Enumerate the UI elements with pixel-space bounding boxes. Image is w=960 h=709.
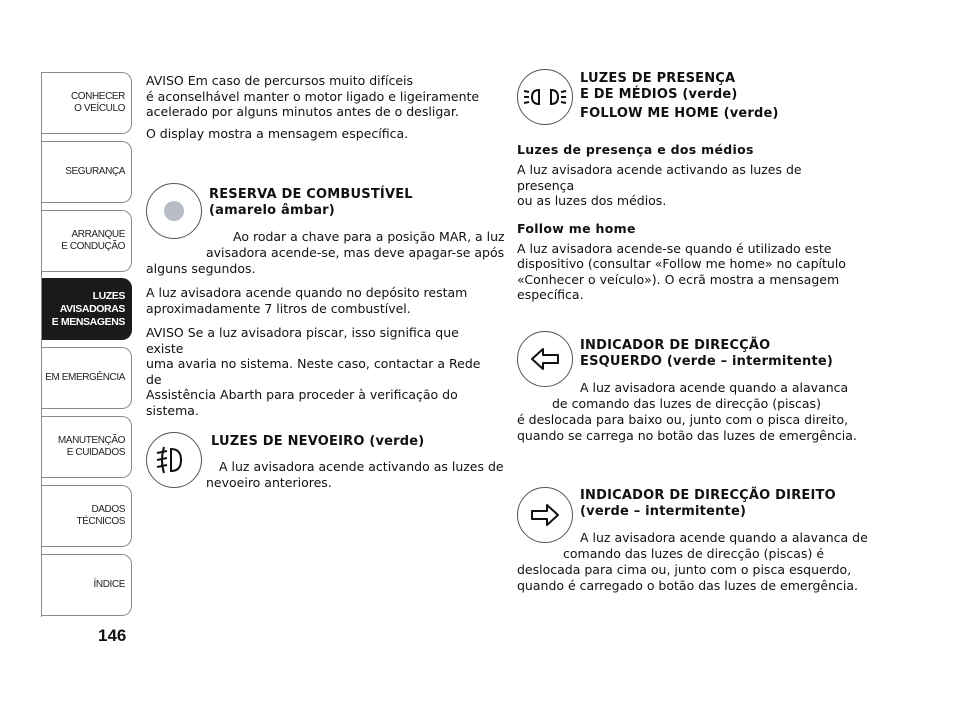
sidebar-divider bbox=[41, 72, 42, 617]
nevoeiro-title: LUZES DE NEVOEIRO (verde) bbox=[211, 434, 425, 449]
presenca-title: LUZES DE PRESENÇA bbox=[580, 71, 736, 86]
nevoeiro-line: A luz avisadora acende activando as luzes de bbox=[219, 459, 504, 474]
reserva-text: sistema. bbox=[146, 402, 199, 418]
reserva-text: Assistência Abarth para proceder à verificação do bbox=[146, 387, 458, 402]
tab-label: CONHECER O VEÍCULO bbox=[70, 91, 125, 114]
direito-title: (verde – intermitente) bbox=[580, 504, 747, 519]
reserva-subtitle: (amarelo âmbar) bbox=[209, 203, 335, 218]
presenca-title: E DE MÉDIOS (verde) bbox=[580, 87, 738, 102]
tab-indice[interactable] bbox=[42, 554, 132, 616]
tab-label: LUZES AVISADORAS E MENSAGENS bbox=[51, 289, 125, 328]
subheading: Luzes de presença e dos médios bbox=[517, 142, 754, 157]
nevoeiro-line: nevoeiro anteriores. bbox=[206, 475, 332, 490]
tab-label: EM EMERGÊNCIA bbox=[45, 372, 125, 383]
reserva-paragraph-3 bbox=[146, 325, 498, 418]
left-arrow-glyph bbox=[518, 332, 572, 386]
right-arrow-icon bbox=[517, 487, 573, 543]
esquerdo-line: quando se carrega no botão das luzes de emergência. bbox=[517, 428, 857, 443]
reserva-text: uma avaria no sistema. Neste caso, contactar a Rede de bbox=[146, 356, 481, 387]
follow-me-text: A luz avisadora acende-se quando é utilizado este bbox=[517, 240, 832, 256]
esquerdo-line: A luz avisadora acende quando a alavanca bbox=[580, 380, 849, 395]
tab-label: MANUTENÇÃO E CUIDADOS bbox=[57, 435, 125, 458]
follow-me-text: «Conhecer o veículo»). O ecrã mostra a mensagem bbox=[517, 271, 840, 287]
esquerdo-line: de comando das luzes de direcção (piscas) bbox=[552, 396, 821, 411]
presenca-header bbox=[580, 71, 840, 122]
tab-dados-tecnicos[interactable] bbox=[42, 485, 132, 547]
follow-me-text: dispositivo (consultar «Follow me home» no capítulo bbox=[517, 256, 846, 271]
tab-arranque-e-conducao[interactable] bbox=[42, 210, 132, 272]
follow-me-text: específica. bbox=[517, 287, 584, 302]
tab-label: SEGURANÇA bbox=[65, 166, 125, 177]
esquerdo-title: ESQUERDO (verde – intermitente) bbox=[580, 354, 834, 369]
tab-label: ÍNDICE bbox=[93, 579, 125, 590]
presenca-text: A luz avisadora acende activando as luzes de presença bbox=[517, 162, 802, 193]
tab-manutencao[interactable] bbox=[42, 416, 132, 478]
tab-label: ARRANQUE E CONDUÇÃO bbox=[61, 229, 125, 252]
fog-light-glyph bbox=[147, 433, 201, 487]
direito-line: comando das luzes de direcção (piscas) é bbox=[563, 546, 825, 561]
reserva-line: avisadora acende-se, mas deve apagar-se após bbox=[206, 245, 505, 260]
direito-line: deslocada para cima ou, junto com o pisca esquerdo, bbox=[517, 562, 852, 577]
esquerdo-line: é deslocada para baixo ou, junto com o pisca direito, bbox=[517, 412, 849, 427]
presenca-body bbox=[517, 142, 857, 303]
reserva-text: aproximadamente 7 litros de combustível. bbox=[146, 300, 411, 316]
tab-label: DADOS TÉCNICOS bbox=[76, 504, 125, 527]
left-arrow-icon bbox=[517, 331, 573, 387]
esquerdo-header bbox=[580, 338, 870, 370]
aviso-block bbox=[146, 73, 496, 141]
reserva-line: Ao rodar a chave para a posição MAR, a luz bbox=[233, 229, 505, 244]
page-number: 146 bbox=[98, 626, 127, 645]
reserva-header bbox=[209, 187, 499, 219]
tab-seguranca[interactable] bbox=[42, 141, 132, 203]
direito-title: INDICADOR DE DIRECÇÃO DIREITO bbox=[580, 488, 836, 503]
reserva-title: RESERVA DE COMBUSTÍVEL bbox=[209, 187, 413, 202]
side-lights-icon bbox=[517, 69, 573, 125]
tab-luzes-avisadoras[interactable] bbox=[42, 278, 132, 340]
direito-line: quando é carregado o botão das luzes de emergência. bbox=[517, 578, 859, 593]
reserva-line: alguns segundos. bbox=[146, 261, 256, 276]
amber-lamp-dot bbox=[164, 201, 184, 221]
esquerdo-title: INDICADOR DE DIRECÇÃO bbox=[580, 338, 771, 353]
reserva-paragraph-2 bbox=[146, 285, 498, 316]
aviso-line: acelerado por alguns minutos antes de o desligar. bbox=[146, 104, 459, 119]
front-fog-light-icon bbox=[146, 432, 202, 488]
aviso-line: é aconselhável manter o motor ligado e ligeiramente bbox=[146, 88, 480, 104]
fuel-reserve-lamp-icon bbox=[146, 183, 202, 239]
direito-header bbox=[580, 488, 880, 520]
display-message-text: O display mostra a mensagem específica. bbox=[146, 125, 409, 141]
right-arrow-glyph bbox=[518, 488, 572, 542]
presenca-text: ou as luzes dos médios. bbox=[517, 193, 667, 208]
direito-line: A luz avisadora acende quando a alavanca de bbox=[580, 530, 868, 545]
tab-conhecer-o-veiculo[interactable] bbox=[42, 72, 132, 134]
side-lights-glyph bbox=[518, 70, 572, 124]
presenca-title: FOLLOW ME HOME (verde) bbox=[580, 106, 779, 121]
aviso-line: AVISO Em caso de percursos muito difíceis bbox=[146, 73, 414, 88]
subheading: Follow me home bbox=[517, 220, 636, 236]
tab-em-emergencia[interactable] bbox=[42, 347, 132, 409]
reserva-text: AVISO Se a luz avisadora piscar, isso significa que existe bbox=[146, 325, 459, 356]
reserva-text: A luz avisadora acende quando no depósito restam bbox=[146, 285, 468, 300]
